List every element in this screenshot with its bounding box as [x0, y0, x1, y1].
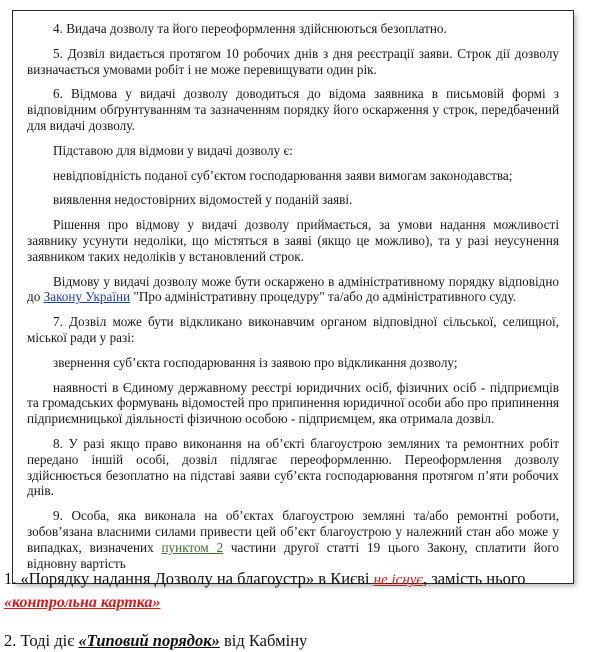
- p-appeal-text-run: Відмову у видачі дозволу може бути оскаржено в адміністративному порядку відповідно до: [27, 273, 559, 305]
- document-paragraph-p-grounds-intro: [27, 143, 559, 159]
- p-ground-1-text-run: невідповідність поданої суб’єктом господарювання заяви вимогам законодавства;: [53, 167, 513, 183]
- p9-text-run: частини другої статті 19 цього Закону, сплатити його відновну вартість: [27, 539, 559, 571]
- annotation-notes-list: [4, 568, 594, 651]
- p7-a-text-run: звернення суб’єкта господарювання із заявою про відкликання дозволу;: [53, 354, 458, 370]
- p-appeal-text-run: "Про адміністративну процедуру" та/або до адміністративного суду.: [130, 289, 517, 305]
- note-1-emphasis-red-strong: «контрольна картка»: [4, 594, 161, 611]
- document-paragraph-p7: [27, 314, 559, 346]
- document-paragraph-p8: [27, 436, 559, 499]
- annotation-note-2: [4, 630, 594, 651]
- document-paragraph-p7-b: [27, 380, 559, 427]
- note-1-emphasis-red: не існує: [373, 572, 423, 588]
- legal-document-frame: [12, 10, 574, 584]
- p8-text-run: 8. У разі якщо право виконання на об’єкті благоустрою земляних та ремонтних робіт передано іншій особі, дозвіл підлягає переоформленню. Переоформлення дозволу здійснюється безоплатно на підставі заяви суб’єкта господарювання протягом п’яти робочих днів.: [27, 435, 559, 499]
- document-paragraph-p-ground-2: [27, 192, 559, 208]
- document-paragraph-p6: [27, 86, 559, 133]
- document-paragraph-p-ground-1: [27, 168, 559, 184]
- p-grounds-intro-text-run: Підставою для відмови у видачі дозволу є:: [53, 142, 293, 158]
- note-2-text-run: 2. Тоді діє: [4, 631, 79, 650]
- note-1-text-run: , замість нього: [422, 569, 526, 588]
- p7-b-text-run: наявності в Єдиному державному реєстрі юридичних осіб, фізичних осіб - підприємців та громадських формувань відомостей про припинення юридичної особи або про припинення підприємницької діяльності фізичною особою - підприємцем, яка отримала дозвіл.: [27, 379, 559, 427]
- document-paragraph-p9: [27, 508, 559, 571]
- p7-text-run: 7. Дозвіл може бути відкликано виконавчим органом відповідної сільської, селищної, міської ради у разі:: [27, 314, 559, 345]
- document-paragraph-p7-a: [27, 355, 559, 371]
- p5-text-run: 5. Дозвіл видається протягом 10 робочих днів з дня реєстрації заяви. Строк дії дозволу визначається умовами робіт і не може перевищувати один рік.: [27, 45, 559, 77]
- document-paragraph-p4: [27, 21, 559, 37]
- note-2-text-run: від Кабміну: [219, 631, 308, 650]
- document-paragraph-p-appeal: [27, 274, 559, 306]
- p9-inline-link[interactable]: пунктом 2: [161, 539, 224, 555]
- p-decision-text-run: Рішення про відмову у видачі дозволу приймається, за умови надання можливості заявнику усунути недоліки, що містяться в заяві (якщо це можливо), та у разі неусунення заявником таких недоліків у встановлений строк.: [27, 217, 559, 264]
- note-1-text-run: 1. «Порядку надання Дозволу на благоустр» в Києві: [4, 569, 374, 588]
- document-paragraph-p-decision: [27, 217, 559, 264]
- annotation-note-1: [4, 568, 594, 613]
- p6-text-run: 6. Відмова у видачі дозволу доводиться до відома заявника в письмовій формі з відповідним обґрунтуванням та зазначенням порядку його оскарження у строк, передбачений для видачі дозволу.: [27, 86, 559, 133]
- document-paragraph-p5: [27, 46, 559, 78]
- p-appeal-inline-link[interactable]: Закону України: [43, 289, 131, 305]
- note-2-emphasis-bold: «Типовий порядок»: [78, 631, 220, 650]
- p9-text-run: 9. Особа, яка виконала на об’єктах благоустрою земляні та/або ремонтні роботи, зобов’язана власними силами привести цей об’єкт благоустрою у належний стан або може у випадках, визначених: [27, 508, 559, 555]
- p-ground-2-text-run: виявлення недостовірних відомостей у поданій заяві.: [53, 192, 353, 208]
- document-frame-wrapper: [12, 10, 574, 584]
- p4-text-run: 4. Видача дозволу та його переоформлення здійснюються безоплатно.: [53, 21, 447, 36]
